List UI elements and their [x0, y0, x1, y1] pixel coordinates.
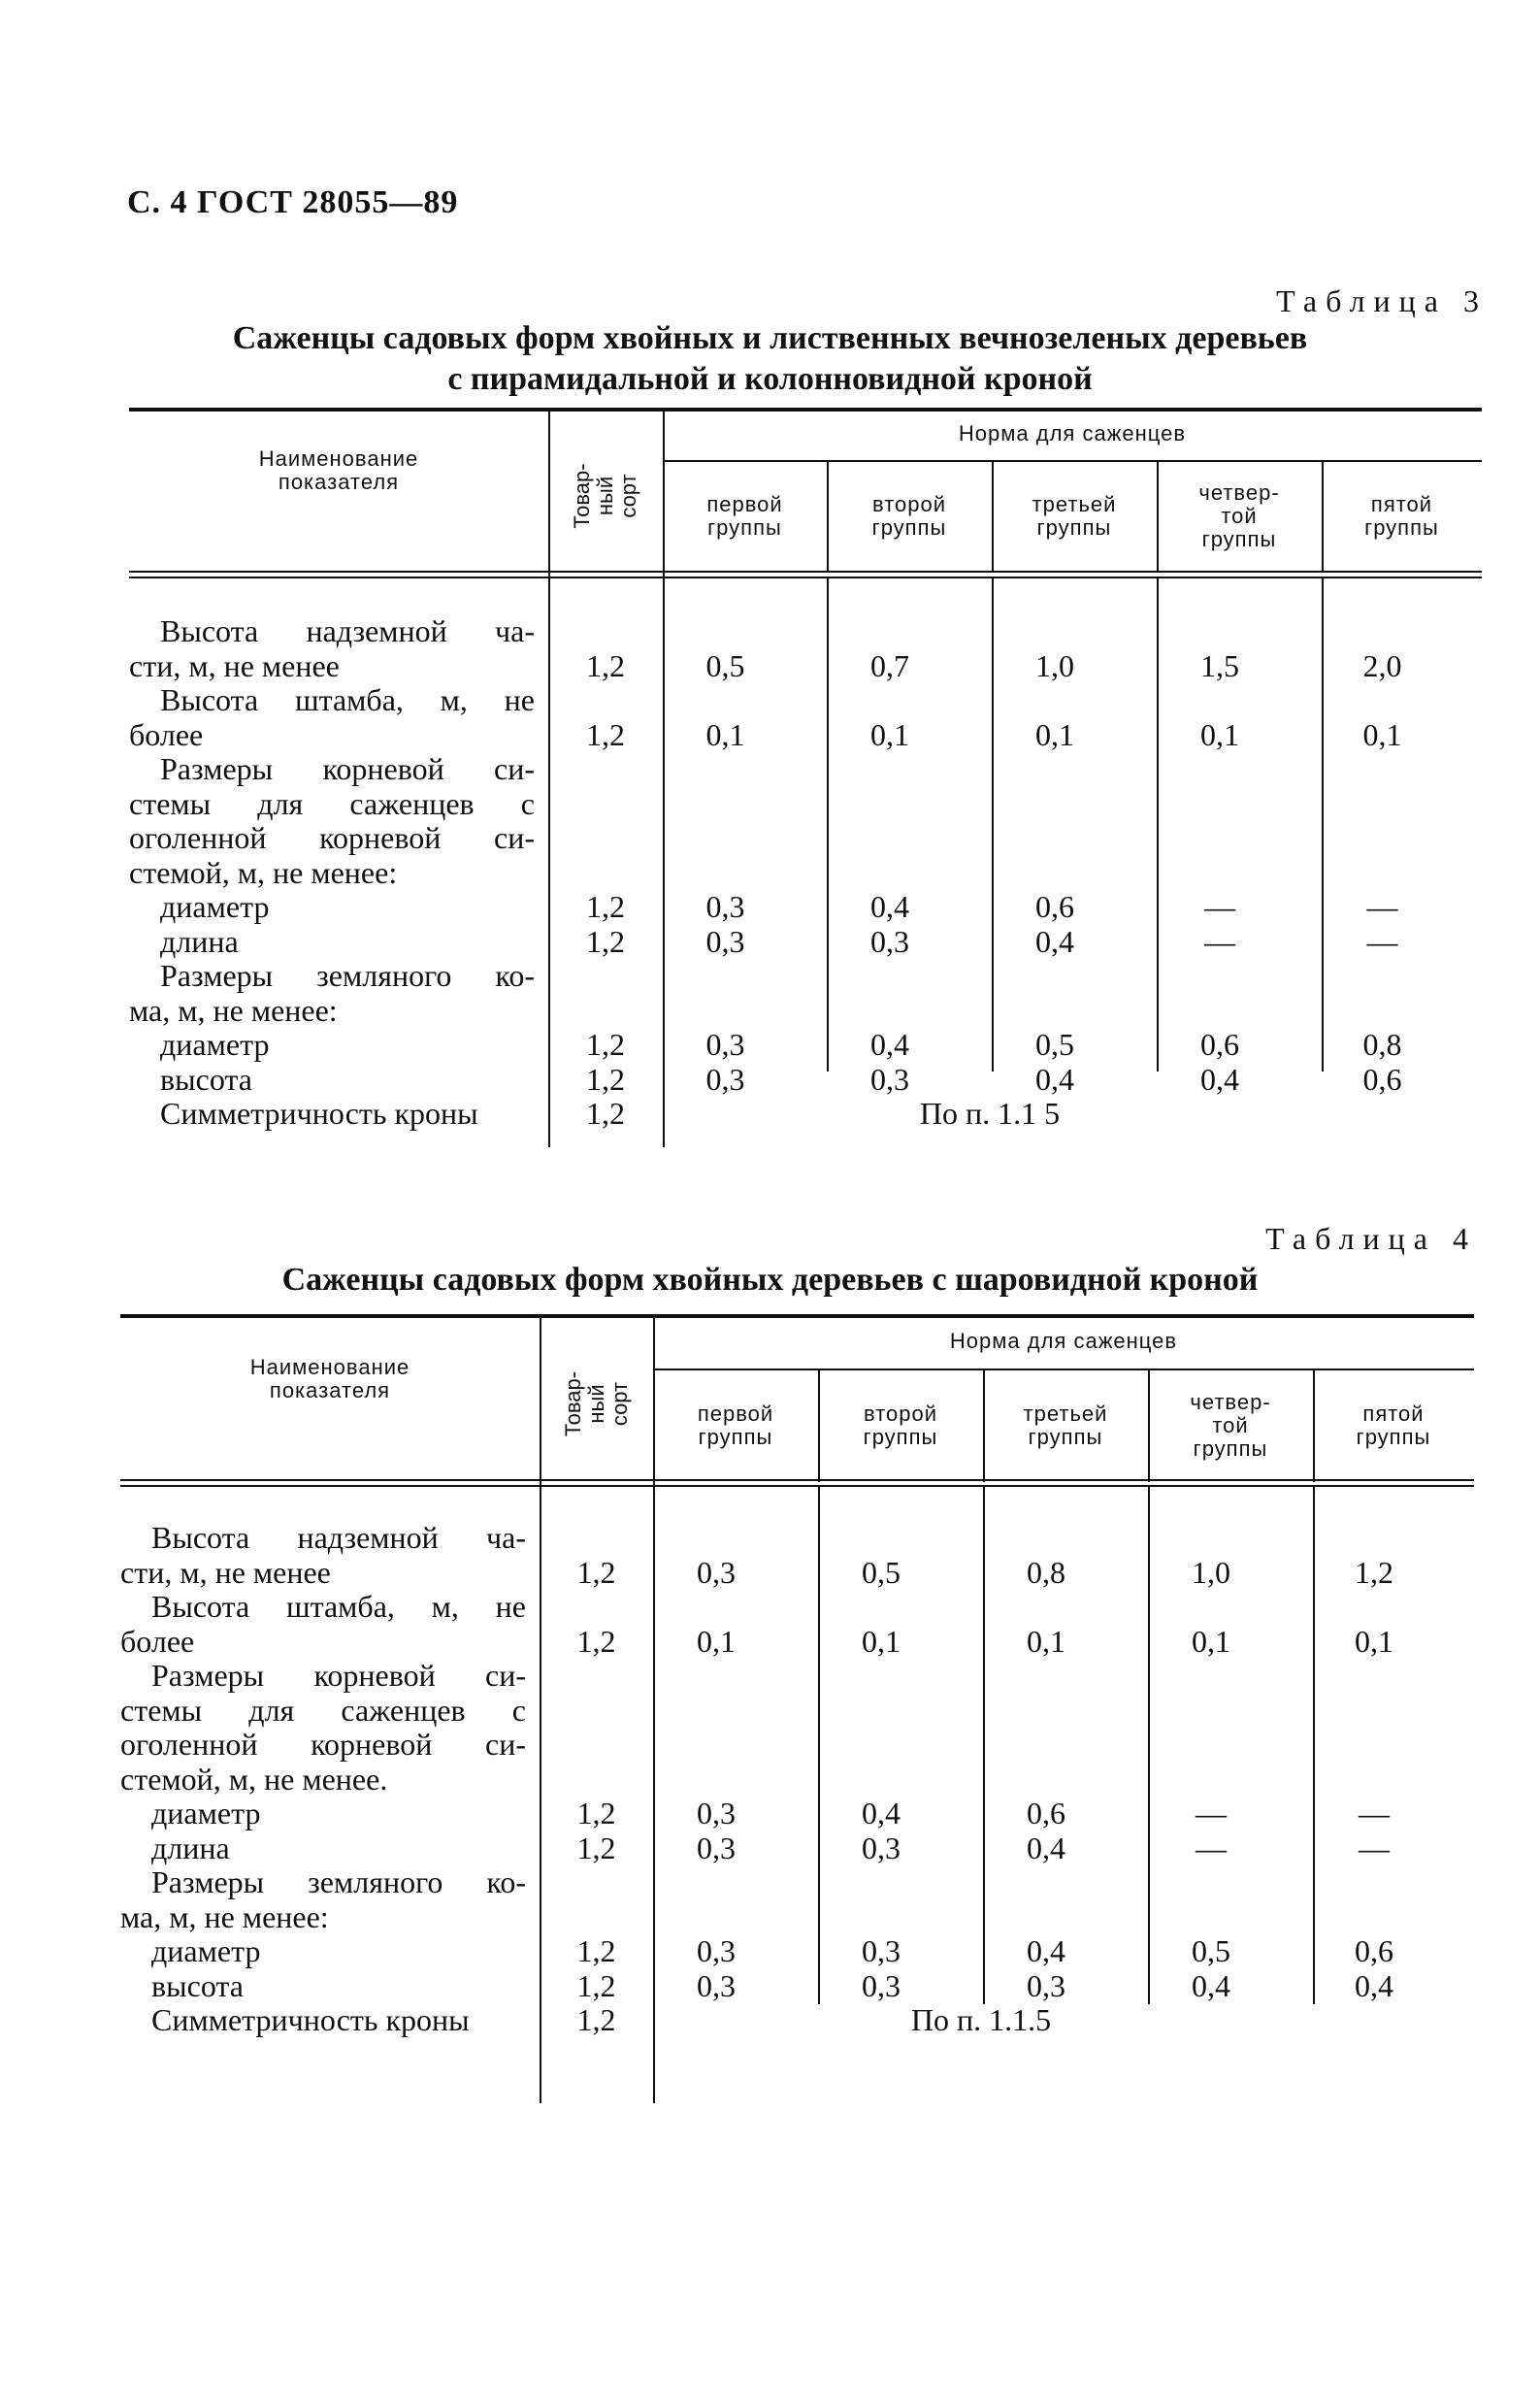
group-value: 0,3	[697, 1967, 736, 2003]
group-value: 0,7	[870, 647, 909, 683]
row-label: ма, м, не менее:	[129, 992, 338, 1028]
group-value: 0,6	[1362, 1061, 1402, 1097]
header-group: второй группы	[863, 1401, 938, 1449]
group-value: 0,1	[1192, 1623, 1230, 1659]
header-group: третьей группы	[1023, 1401, 1108, 1449]
group-value: 0,4	[1192, 1967, 1230, 2003]
row-label: длина	[160, 923, 239, 959]
group-value: —	[1204, 889, 1235, 924]
sort-value: 1,2	[576, 1830, 616, 1865]
group-value: 0,4	[1035, 923, 1074, 959]
sort-value: 1,2	[586, 716, 625, 752]
header-group: первой группы	[697, 1401, 774, 1449]
group-value: 0,4	[1027, 1933, 1065, 1968]
header-sort: Товар- ный сорт	[560, 1370, 632, 1437]
group-value: 0,4	[1355, 1967, 1393, 2003]
row-label: диаметр	[160, 1027, 270, 1062]
row-label: диаметр	[151, 1796, 261, 1830]
group-value: —	[1204, 923, 1235, 959]
row-label: стемой, м, не менее.	[120, 1761, 388, 1797]
group-value: 0,3	[697, 1830, 736, 1865]
header-group: пятой группы	[1364, 492, 1439, 540]
group-value: 0,1	[1035, 716, 1074, 752]
group-value: 0,5	[705, 647, 745, 683]
row-label: Высота штамба, м, не	[160, 682, 535, 717]
row-label: сти, м, не менее	[129, 647, 340, 683]
group-value: 0,1	[1362, 716, 1402, 752]
header-group: четвер- той группы	[1198, 480, 1280, 551]
header-name: Наименование показателя	[249, 1354, 410, 1402]
row-label: Размеры земляного ко-	[160, 958, 535, 993]
table-title: Саженцы садовых форм хвойных и лиственных вечнозеленых деревьев	[232, 320, 1308, 356]
row-label: Размеры земляного ко-	[151, 1864, 526, 1899]
group-value: 0,5	[1035, 1027, 1074, 1062]
row-label: длина	[151, 1830, 230, 1865]
sort-value: 1,2	[586, 1096, 625, 1131]
group-value: —	[1359, 1796, 1390, 1830]
group-value: 0,3	[862, 1933, 901, 1968]
row-label: ма, м, не менее:	[120, 1898, 329, 1934]
group-value: 0,3	[705, 1027, 745, 1062]
header-group: пятой группы	[1356, 1401, 1431, 1449]
group-value: 0,3	[705, 1061, 745, 1097]
page-header: С. 4 ГОСТ 28055—89	[127, 184, 459, 220]
group-value: 1,2	[1355, 1554, 1393, 1590]
group-value: 0,3	[862, 1830, 901, 1865]
row-label: Размеры корневой си-	[151, 1658, 526, 1693]
group-value: 0,3	[697, 1933, 736, 1968]
table-title: Саженцы садовых форм хвойных деревьев с шаровидной кроной	[281, 1262, 1259, 1298]
group-value: —	[1366, 923, 1398, 959]
group-value: 0,3	[705, 923, 745, 959]
row-label: стемы для саженцев с	[129, 785, 535, 821]
group-value: 1,0	[1192, 1554, 1230, 1590]
group-value: 0,6	[1355, 1933, 1393, 1968]
span-text: По п. 1.1 5	[919, 1096, 1061, 1131]
group-value: 0,8	[1362, 1027, 1402, 1062]
group-value: 0,1	[870, 716, 909, 752]
group-value: 0,4	[870, 1027, 909, 1062]
group-value: 0,1	[1027, 1623, 1065, 1659]
row-label: Симметричность кроны	[160, 1096, 478, 1131]
group-value: 0,3	[697, 1796, 736, 1830]
sort-value: 1,2	[576, 1796, 616, 1830]
header-double-rule	[129, 577, 1482, 578]
group-value: 0,1	[705, 716, 745, 752]
group-value: 0,5	[1192, 1933, 1230, 1968]
group-value: 0,3	[870, 1061, 909, 1097]
group-value: 0,4	[862, 1796, 901, 1830]
group-value: 0,3	[705, 889, 745, 924]
group-value: —	[1196, 1830, 1227, 1865]
header-group: первой группы	[706, 492, 783, 540]
row-label: Высота надземной ча-	[151, 1520, 526, 1555]
group-value: 0,8	[1027, 1554, 1065, 1590]
sort-value: 1,2	[576, 2002, 616, 2037]
header-name: Наименование показателя	[258, 446, 419, 494]
group-value: 0,6	[1027, 1796, 1065, 1830]
group-value: 2,0	[1362, 647, 1402, 683]
sort-value: 1,2	[586, 1061, 625, 1097]
header-norm: Норма для саженцев	[958, 421, 1187, 445]
group-value: 0,1	[1200, 716, 1239, 752]
row-label: оголенной корневой си-	[120, 1727, 526, 1762]
sort-value: 1,2	[586, 923, 625, 959]
group-value: 0,3	[697, 1554, 736, 1590]
group-value: —	[1359, 1830, 1390, 1865]
table-label: Таблица 3	[1276, 283, 1488, 318]
group-value: 0,4	[1027, 1830, 1065, 1865]
row-label: Размеры корневой си-	[160, 751, 535, 786]
row-label: высота	[160, 1061, 252, 1097]
group-value: 0,3	[870, 923, 909, 959]
row-label: Высота штамба, м, не	[151, 1589, 526, 1624]
sort-value: 1,2	[586, 1027, 625, 1062]
group-value: 0,6	[1035, 889, 1074, 924]
header-group: третьей группы	[1032, 492, 1117, 540]
header-norm: Норма для саженцев	[949, 1329, 1178, 1353]
row-label: сти, м, не менее	[120, 1554, 331, 1590]
sort-value: 1,2	[576, 1554, 616, 1590]
row-label: стемы для саженцев с	[120, 1692, 526, 1728]
header-group: четвер- той группы	[1190, 1389, 1271, 1461]
group-value: 0,4	[1200, 1061, 1239, 1097]
row-label: более	[120, 1623, 195, 1659]
table-title: с пирамидальной и колонновидной кроной	[447, 361, 1093, 397]
group-value: —	[1366, 889, 1398, 924]
row-label: оголенной корневой си-	[129, 820, 535, 855]
group-value: 0,1	[1355, 1623, 1393, 1659]
sort-value: 1,2	[586, 647, 625, 683]
group-value: 0,1	[862, 1623, 901, 1659]
header-group: второй группы	[871, 492, 947, 540]
group-value: 0,3	[1027, 1967, 1065, 2003]
row-label: стемой, м, не менее:	[129, 854, 398, 890]
row-label: Высота надземной ча-	[160, 613, 535, 648]
table-label: Таблица 4	[1265, 1221, 1477, 1256]
row-label: более	[129, 716, 204, 752]
sort-value: 1,2	[576, 1623, 616, 1659]
group-value: 1,5	[1200, 647, 1239, 683]
group-value: 0,4	[870, 889, 909, 924]
group-value: 1,0	[1035, 647, 1074, 683]
row-label: высота	[151, 1967, 244, 2003]
group-value: —	[1196, 1796, 1227, 1830]
group-value: 0,4	[1035, 1061, 1074, 1097]
sort-value: 1,2	[576, 1967, 616, 2003]
row-label: Симметричность кроны	[151, 2002, 470, 2037]
group-value: 0,3	[862, 1967, 901, 2003]
header-double-rule	[120, 1485, 1474, 1487]
sort-value: 1,2	[576, 1933, 616, 1968]
span-text: По п. 1.1.5	[910, 2002, 1052, 2037]
sort-value: 1,2	[586, 889, 625, 924]
group-value: 0,1	[697, 1623, 736, 1659]
group-value: 0,5	[862, 1554, 901, 1590]
group-value: 0,6	[1200, 1027, 1239, 1062]
header-sort: Товар- ный сорт	[570, 463, 640, 529]
row-label: диаметр	[160, 889, 270, 924]
row-label: диаметр	[151, 1933, 261, 1968]
